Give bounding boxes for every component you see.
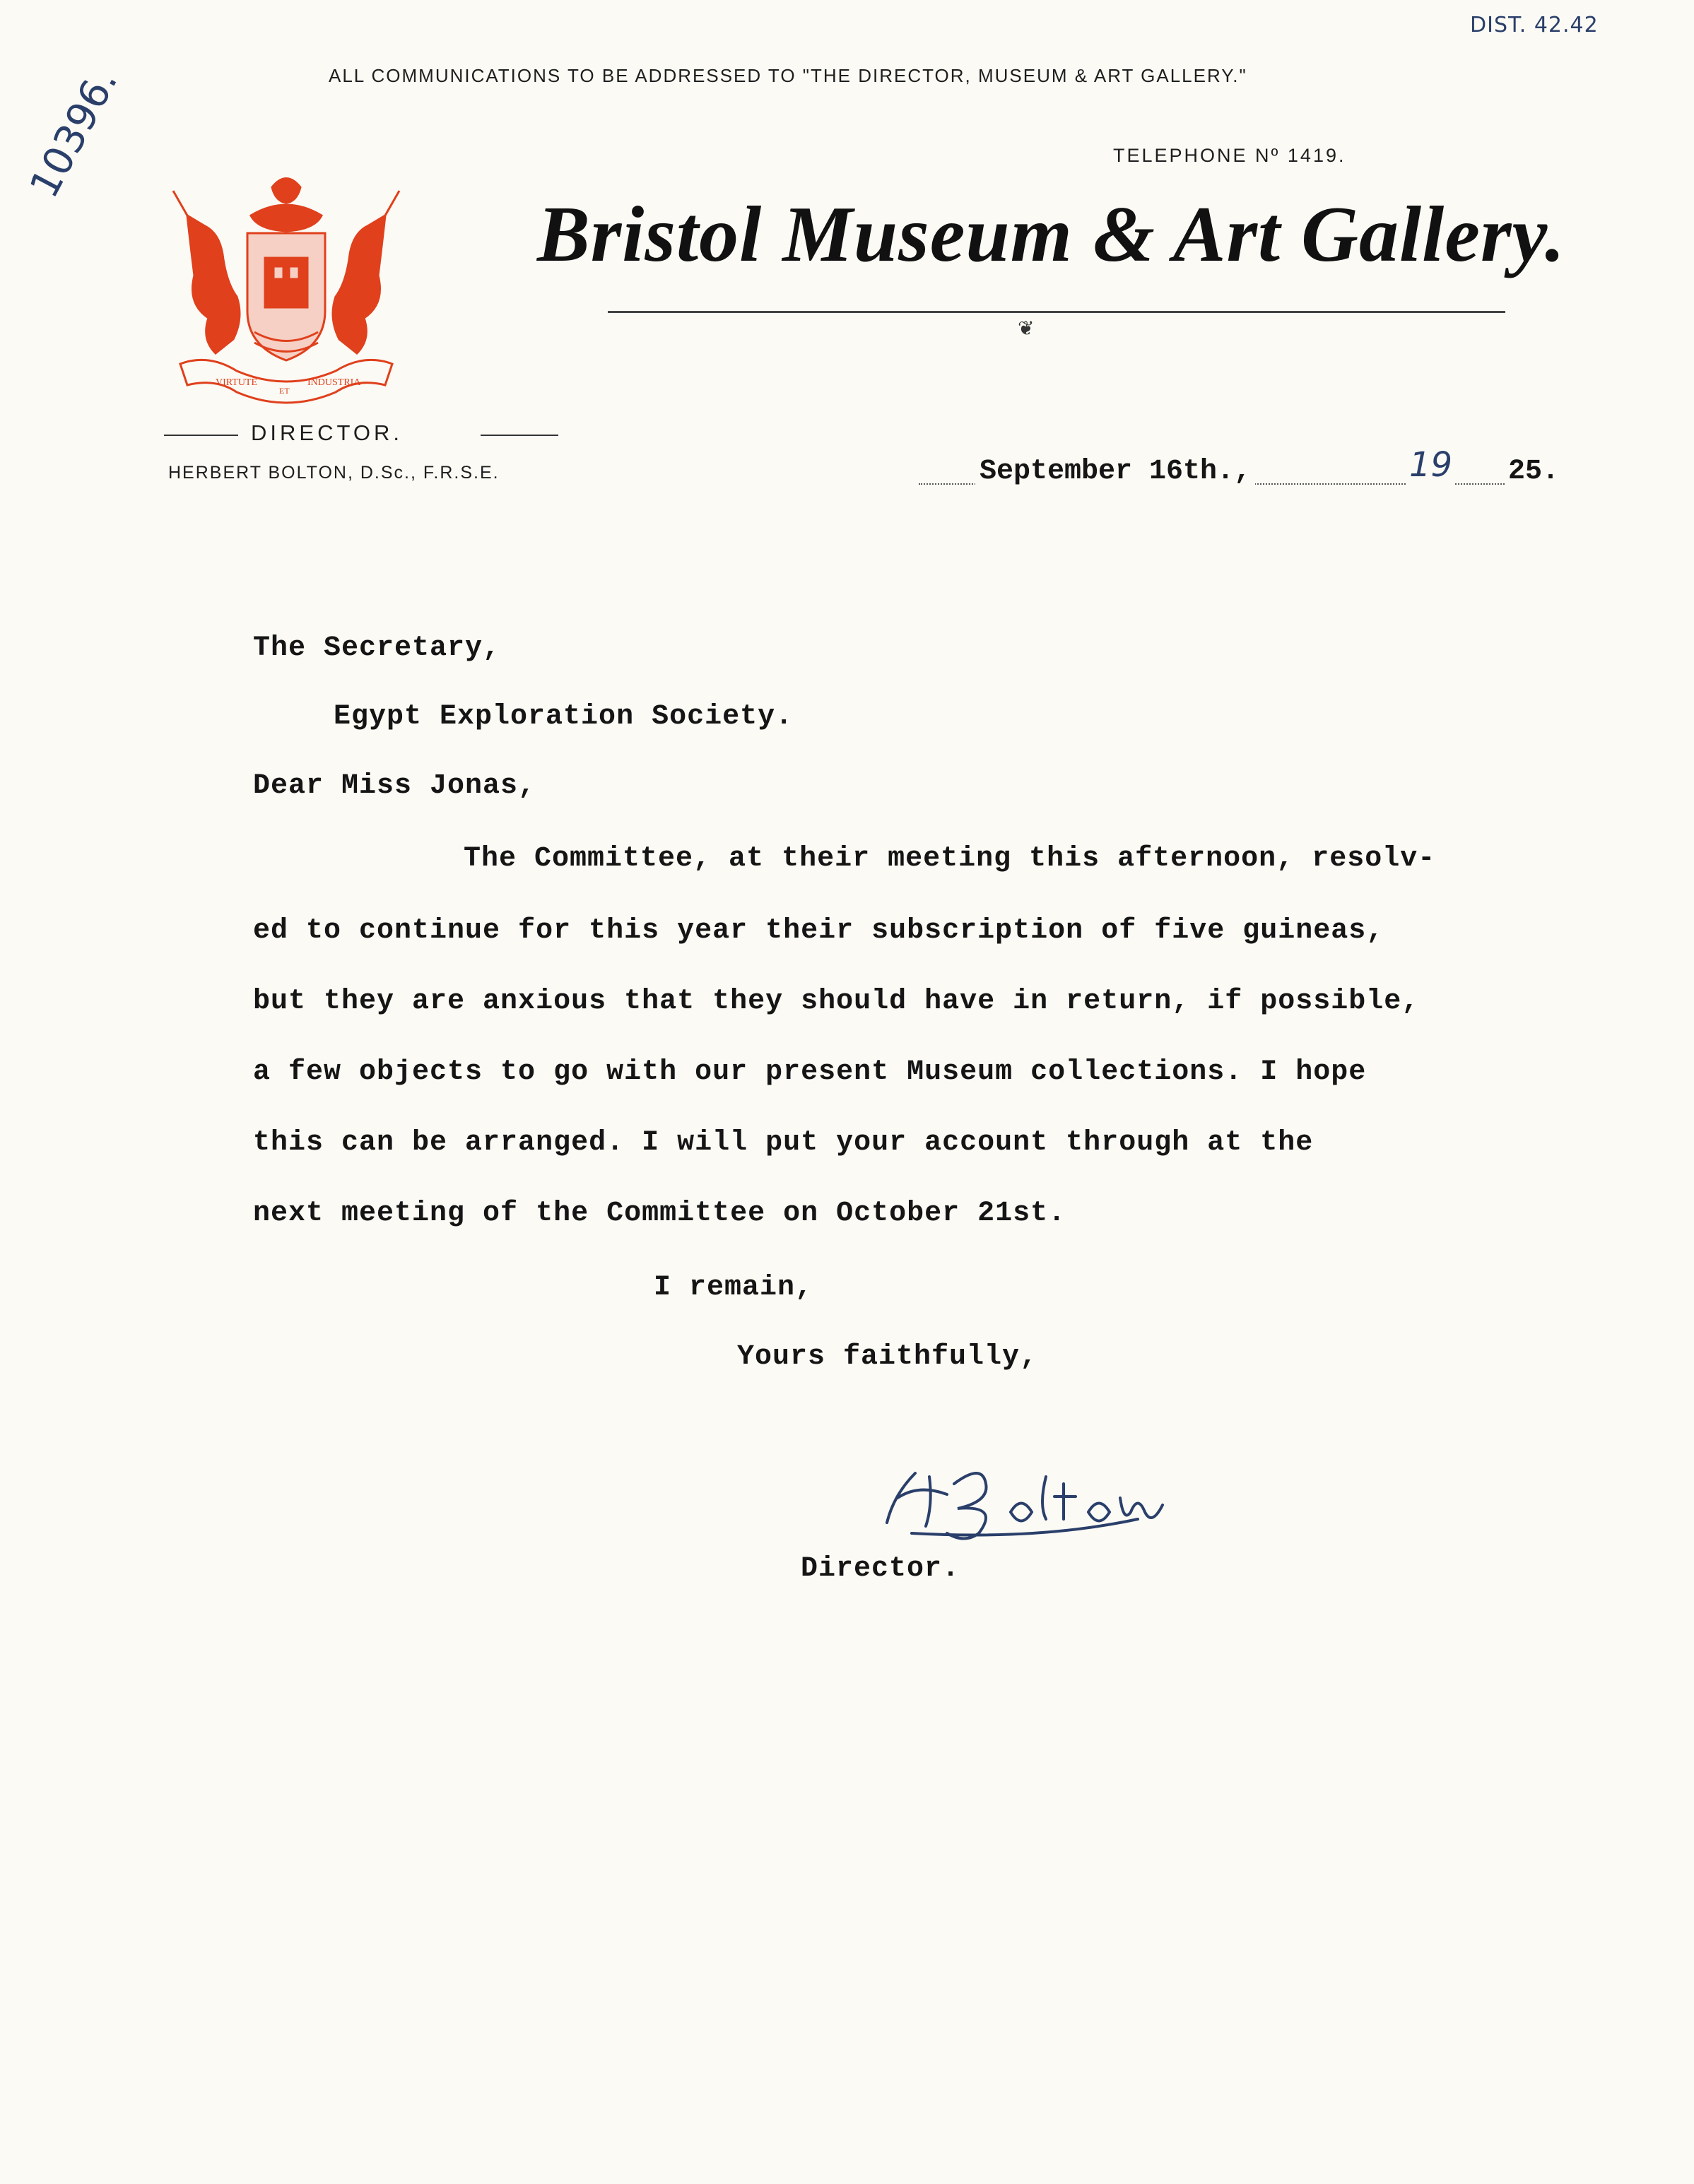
body-line: next meeting of the Committee on October 21st. (253, 1198, 1066, 1229)
recipient-line-2: Egypt Exploration Society. (334, 701, 794, 733)
signatory-role: Director. (801, 1553, 960, 1585)
director-label: DIRECTOR. (251, 420, 403, 445)
motto-word-2: ET (279, 386, 290, 396)
director-name: HERBERT BOLTON, D.Sc., F.R.S.E. (168, 463, 500, 483)
motto-word-3: INDUSTRIA (307, 377, 361, 388)
handwritten-archive-ref: DIST. 42.42 (1470, 13, 1599, 37)
communications-notice: ALL COMMUNICATIONS TO BE ADDRESSED TO "THE DIRECTOR, MUSEUM & ART GALLERY." (329, 65, 1247, 86)
closing-yours-faithfully: Yours faithfully, (737, 1341, 1038, 1373)
year-prefix-handwritten: 19 (1406, 445, 1455, 485)
letter-year: 25. (1505, 456, 1562, 488)
director-rule-right (481, 435, 558, 436)
handwritten-signature (869, 1456, 1201, 1547)
body-line: The Committee, at their meeting this afternoon, resolv- (464, 843, 1436, 875)
title-rule (608, 311, 1505, 313)
letter-date: September 16th., (975, 456, 1255, 488)
salutation: Dear Miss Jonas, (253, 770, 536, 802)
body-line: but they are anxious that they should have in return, if possible, (253, 986, 1420, 1017)
motto-word-1: VIRTUTE (216, 377, 258, 388)
telephone-number: TELEPHONE Nº 1419. (1113, 145, 1346, 166)
recipient-line-1: The Secretary, (253, 632, 501, 664)
handwritten-reference-number: 10396. (21, 61, 127, 206)
coat-of-arms-crest (166, 166, 406, 410)
body-line: a few objects to go with our present Museum collections. I hope (253, 1056, 1367, 1088)
closing-remain: I remain, (654, 1272, 813, 1304)
title-ornament: ❦ (1018, 318, 1035, 340)
body-line: ed to continue for this year their subscription of five guineas, (253, 915, 1384, 947)
director-rule-left (164, 435, 238, 436)
body-line: this can be arranged. I will put your account through at the (253, 1127, 1314, 1159)
institution-title: Bristol Museum & Art Gallery. (537, 191, 1566, 278)
